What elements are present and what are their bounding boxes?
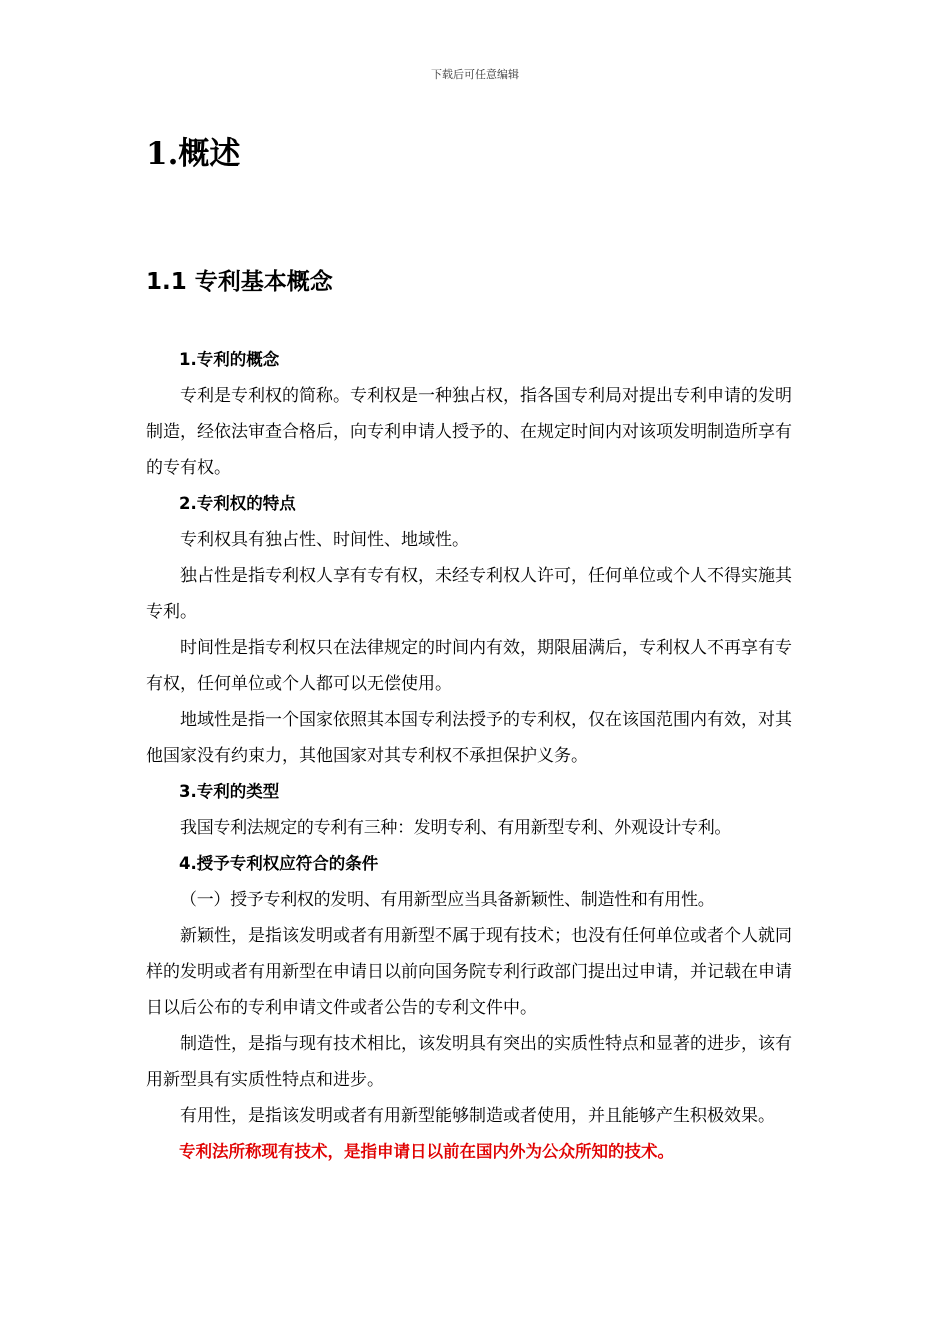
section-4-paragraph-2: 新颖性，是指该发明或者有用新型不属于现有技术；也没有任何单位或者个人就同样的发明或者有用新型在申请日以前向国务院专利行政部门提出过申请，并记载在申请日以后公布的专利申请文件或者公告的专利文件中。 (146, 926, 792, 1018)
section-2-paragraph-1: 专利权具有独占性、时间性、地域性。 (180, 530, 469, 550)
header-note: 下载后可任意编辑 (431, 68, 519, 81)
section-4-paragraph-1: （一）授予专利权的发明、有用新型应当具备新颖性、制造性和有用性。 (180, 890, 715, 910)
heading-1: 1.概述 (146, 136, 241, 172)
section-2-title: 2.专利权的特点 (179, 494, 296, 513)
section-3-paragraph-1: 我国专利法规定的专利有三种：发明专利、有用新型专利、外观设计专利。 (180, 818, 732, 838)
section-3-title: 3.专利的类型 (179, 782, 280, 801)
section-2-paragraph-4: 地域性是指一个国家依照其本国专利法授予的专利权，仅在该国范围内有效，对其他国家没有约束力，其他国家对其专利权不承担保护义务。 (146, 710, 792, 766)
section-1-title: 1.专利的概念 (179, 350, 280, 369)
section-1-paragraph-1: 专利是专利权的简称。专利权是一种独占权，指各国专利局对提出专利申请的发明制造，经依法审查合格后，向专利申请人授予的、在规定时间内对该项发明制造所享有的专有权。 (146, 386, 792, 478)
heading-2: 1.1 专利基本概念 (146, 269, 333, 295)
section-2-paragraph-3: 时间性是指专利权只在法律规定的时间内有效，期限届满后，专利权人不再享有专有权，任何单位或个人都可以无偿使用。 (146, 638, 792, 694)
section-4-highlight: 专利法所称现有技术，是指申请日以前在国内外为公众所知的技术。 (179, 1142, 674, 1161)
section-4-paragraph-3: 制造性，是指与现有技术相比，该发明具有突出的实质性特点和显著的进步，该有用新型具有实质性特点和进步。 (146, 1034, 792, 1090)
document-body (146, 342, 806, 1170)
section-2-paragraph-2: 独占性是指专利权人享有专有权，未经专利权人许可，任何单位或个人不得实施其专利。 (146, 566, 792, 622)
section-4-title: 4.授予专利权应符合的条件 (179, 854, 379, 873)
section-4-paragraph-4: 有用性，是指该发明或者有用新型能够制造或者使用，并且能够产生积极效果。 (180, 1106, 775, 1126)
